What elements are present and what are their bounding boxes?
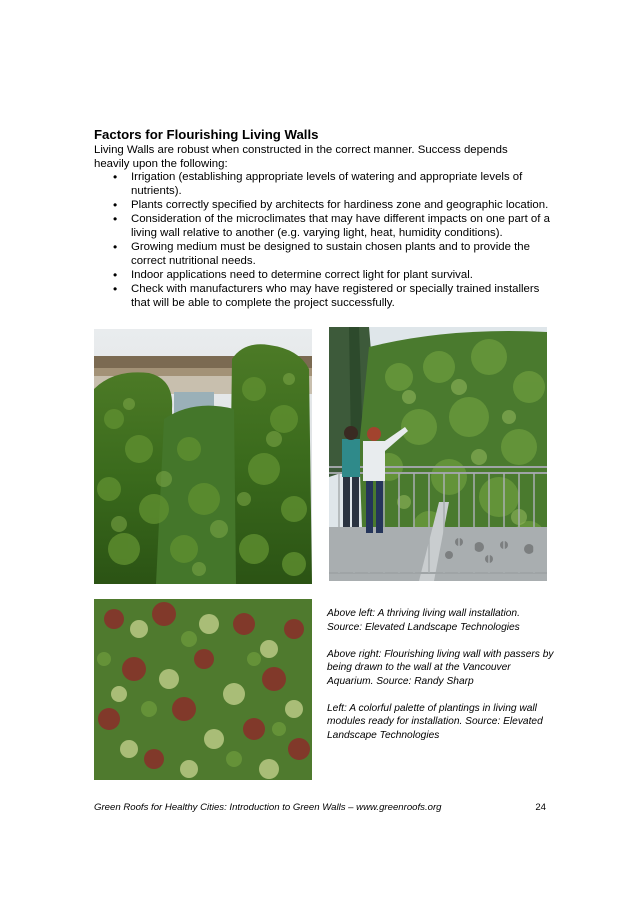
caption-above-left: Above left: A thriving living wall installation. Source: Elevated Landscape Technologies bbox=[327, 608, 520, 633]
footer-text: Green Roofs for Healthy Cities: Introduction to Green Walls – www.greenroofs.org bbox=[94, 802, 442, 813]
photo-living-wall-aquarium bbox=[329, 327, 547, 581]
page-number: 24 bbox=[535, 802, 546, 813]
caption-above-right: Above right: Flourishing living wall with passers by being drawn to the wall at the Vancouver Aquarium. Source: Randy Sharp bbox=[327, 648, 554, 687]
page-footer bbox=[94, 802, 546, 813]
factor-list bbox=[94, 170, 554, 310]
list-item: • Check with manufacturers who may have registered or specially trained installers that will be able to complete the project successfully. bbox=[94, 282, 554, 310]
list-item: • Indoor applications need to determine correct light for plant survival. bbox=[94, 268, 554, 282]
list-item: • Consideration of the microclimates that may have different impacts on one part of a living wall relative to another (e.g. varying light, heat, humidity conditions). bbox=[94, 212, 554, 240]
caption-left: Left: A colorful palette of plantings in living wall modules ready for installation. Source: Elevated Landscape Technologies bbox=[327, 702, 543, 741]
list-item: • Irrigation (establishing appropriate levels of watering and appropriate levels of nutrients). bbox=[94, 170, 554, 198]
section-heading: Factors for Flourishing Living Walls bbox=[94, 127, 319, 142]
photo-plant-modules bbox=[94, 599, 312, 780]
list-item: • Growing medium must be designed to sustain chosen plants and to provide the correct nutritional needs. bbox=[94, 240, 554, 268]
intro-paragraph: Living Walls are robust when constructed in the correct manner. Success depends heavily upon the following: bbox=[94, 144, 508, 170]
list-item: • Plants correctly specified by architects for hardiness zone and geographic location. bbox=[94, 198, 554, 212]
photo-living-wall-building bbox=[94, 329, 312, 584]
photo-captions bbox=[327, 607, 557, 756]
